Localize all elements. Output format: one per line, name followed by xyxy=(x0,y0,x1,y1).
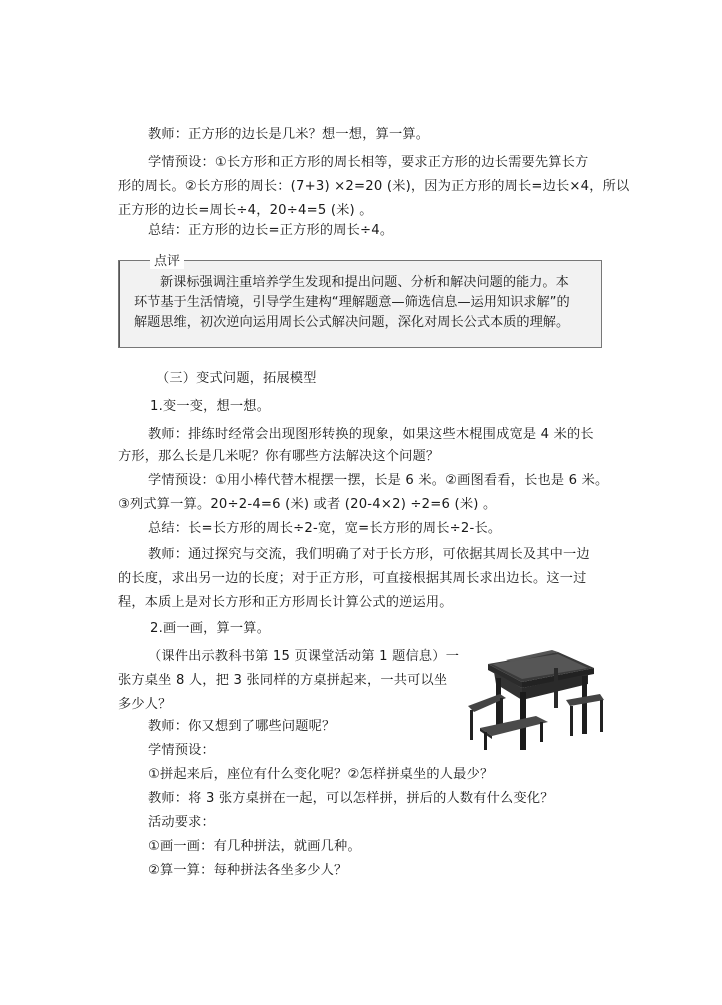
para-prediction-3: 正方形的边长=周长÷4，20÷4=5 (米) 。 xyxy=(118,203,373,218)
comment-box-edge xyxy=(119,261,134,347)
para-summary: 总结：正方形的边长=正方形的周长÷4。 xyxy=(148,223,394,238)
para-prediction-1: 学情预设：①长方形和正方形的周长相等，要求正方形的边长需要先算长方 xyxy=(148,155,589,170)
para-activity-1: ①画一画：有几种拼法，就画几种。 xyxy=(148,839,361,854)
para-prediction-label: 学情预设： xyxy=(148,743,215,758)
comment-label: 点评 xyxy=(150,250,184,269)
para-activity-2: ②算一算：每种拼法各坐多少人？ xyxy=(148,863,348,878)
para-summary-2: 总结：长=长方形的周长÷2-宽，宽=长方形的周长÷2-长。 xyxy=(148,521,502,536)
sub-heading-2: 2.画一画，算一算。 xyxy=(150,621,271,636)
para-task-3: 多少人？ xyxy=(118,697,172,712)
para-prediction-2b: ③列式算一算。20÷2-4=6 (米) 或者 (20-4×2) ÷2=6 (米) 。 xyxy=(118,497,497,512)
para-teacher-4: 教师：你又想到了哪些问题呢？ xyxy=(148,719,336,734)
para-teacher-3c: 程，本质上是对长方形和正方形周长计算公式的逆运用。 xyxy=(118,595,453,610)
para-task-1: （课件出示教科书第 15 页课堂活动第 1 题信息）一 xyxy=(148,649,460,664)
sub-heading-1: 1.变一变，想一想。 xyxy=(150,399,271,414)
para-teacher-2b: 方形，那么长是几米呢？你有哪些方法解决这个问题？ xyxy=(118,449,440,464)
section-heading: （三）变式问题，拓展模型 xyxy=(156,371,317,386)
para-prediction-2a: 学情预设：①用小棒代替木棍摆一摆，长是 6 米。②画图看看，长也是 6 米。 xyxy=(148,473,609,488)
para-teacher-5: 教师：将 3 张方桌拼在一起，可以怎样拼，拼后的人数有什么变化？ xyxy=(148,791,554,806)
para-prediction-items: ①拼起来后，座位有什么变化呢？②怎样拼桌坐的人最少？ xyxy=(148,767,494,782)
para-task-2: 张方桌坐 8 人，把 3 张同样的方桌拼起来，一共可以坐 xyxy=(118,673,448,688)
para-activity-label: 活动要求： xyxy=(148,815,215,830)
para-teacher-question: 教师：正方形的边长是几米？想一想，算一算。 xyxy=(148,127,430,142)
para-teacher-3b: 的长度，求出另一边的长度；对于正方形，可直接根据其周长求出边长。这一过 xyxy=(118,571,587,586)
comment-line-1: 新课标强调注重培养学生发现和提出问题、分析和解决问题的能力。本 xyxy=(160,275,569,290)
para-prediction-2: 形的周长。②长方形的周长：(7+3) ×2=20 (米)，因为正方形的周长=边长×4，所以 xyxy=(118,179,630,194)
para-teacher-3a: 教师：通过探究与交流，我们明确了对于长方形，可依据其周长及其中一边 xyxy=(148,547,590,562)
table-benches-image xyxy=(466,648,606,752)
comment-line-3: 解题思维，初次逆向运用周长公式解决问题，深化对周长公式本质的理解。 xyxy=(134,315,570,330)
comment-line-2: 环节基于生活情境，引导学生建构“理解题意—筛选信息—运用知识求解”的 xyxy=(134,295,570,310)
para-teacher-2a: 教师：排练时经常会出现图形转换的现象，如果这些木棍围成宽是 4 米的长 xyxy=(148,427,594,442)
